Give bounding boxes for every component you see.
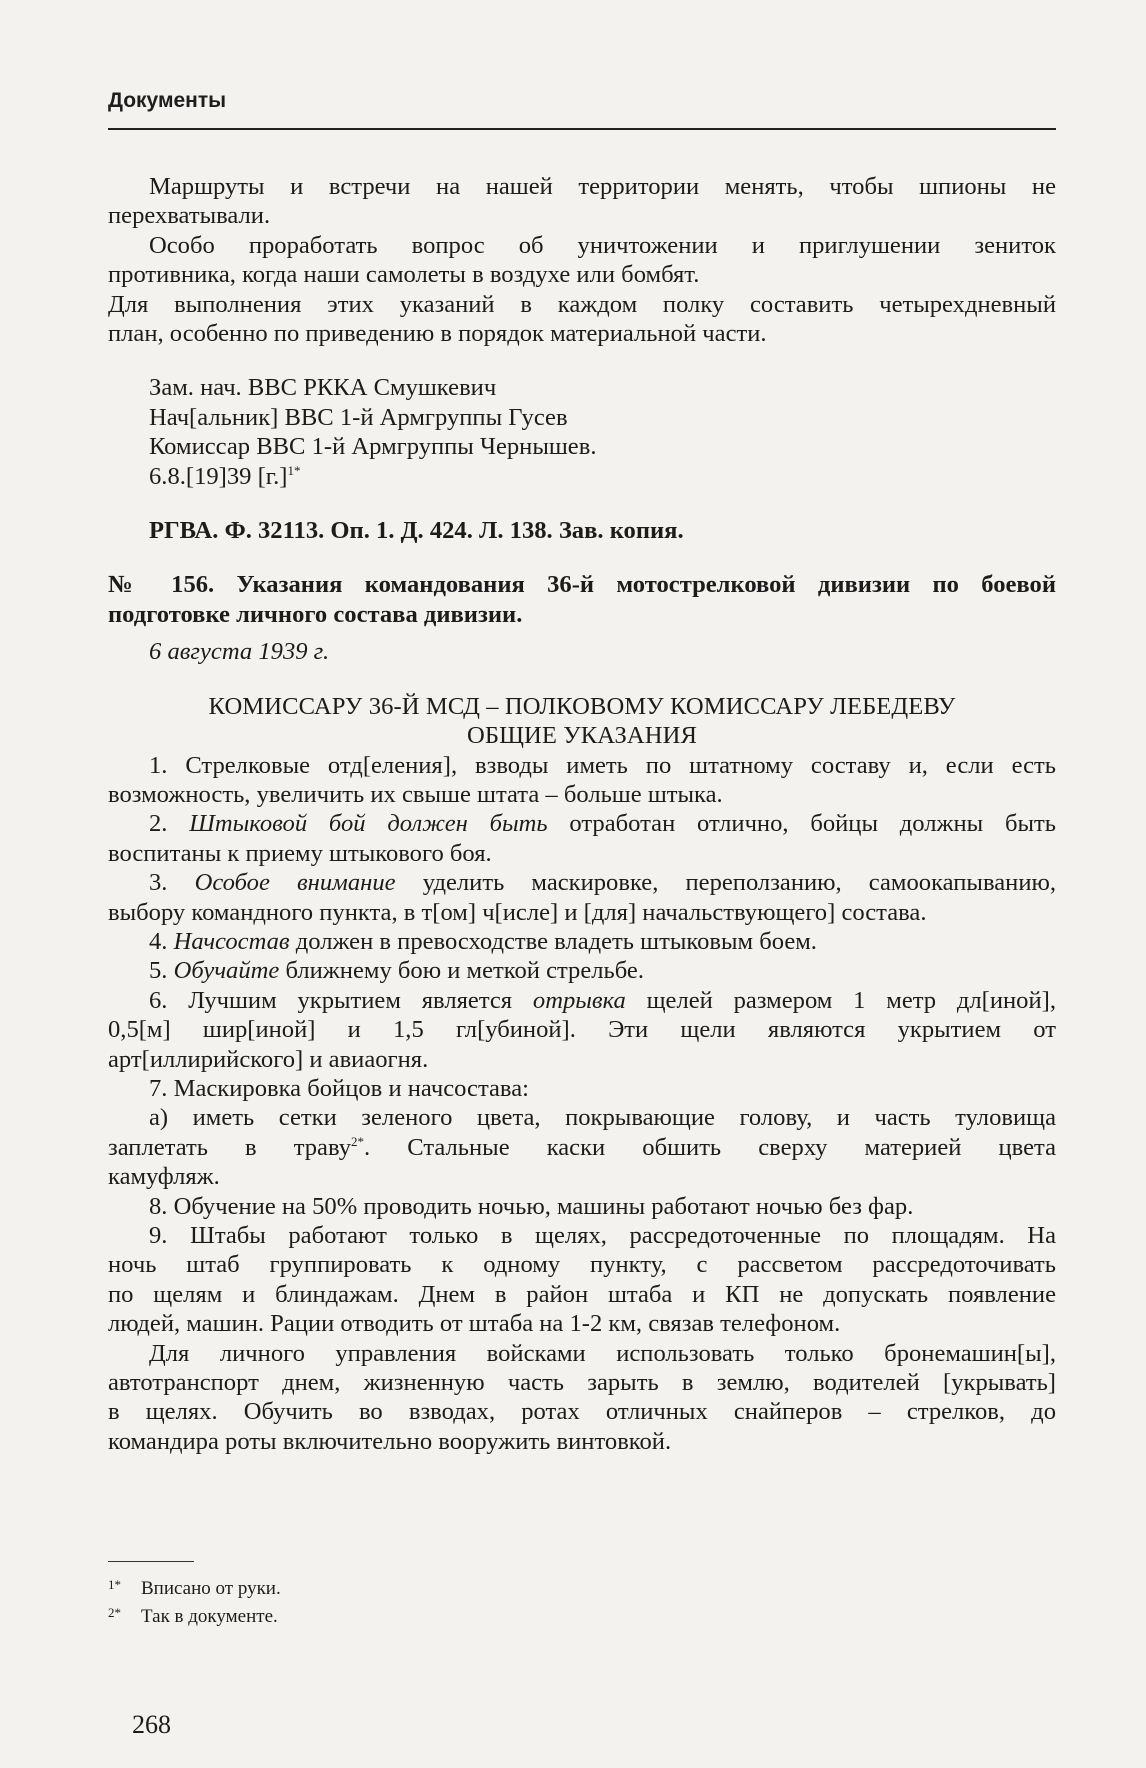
- text-line: арт[иллирийского] и авиаогня.: [108, 1045, 429, 1073]
- text-line: перехватывали.: [108, 202, 271, 230]
- page-content: [108, 172, 1056, 1456]
- header-rule: [108, 128, 1056, 130]
- date-text: 6.8.[19]39 [г.]: [149, 462, 288, 490]
- document-title-line: подготовке личного состава дивизии.: [108, 600, 523, 628]
- footnote: 2* Так в документе.: [108, 1604, 278, 1627]
- text-line: противника, когда наши самолеты в воздухе или бомбят.: [108, 261, 700, 289]
- signature-line: Комиссар ВВС 1-й Армгруппы Чернышев.: [149, 433, 597, 461]
- text-line: 0,5[м] шир[иной] и 1,5 гл[убиной]. Эти щели являются укрытием от: [108, 1016, 1056, 1044]
- document-date: 6 августа 1939 г.: [149, 638, 330, 666]
- text-line: выбору командного пункта, в т[ом] ч[исле] и [для] начальствующего] состава.: [108, 898, 927, 926]
- text-line: 6. Лучшим укрытием является отрывка щелей размером 1 метр дл[иной],: [149, 986, 1056, 1014]
- text-line: 5. Обучайте ближнему бою и меткой стрельбе.: [149, 957, 644, 985]
- signature-line: Нач[альник] ВВС 1-й Армгруппы Гусев: [149, 403, 568, 431]
- signature-date: [108, 462, 1056, 491]
- section-heading: ОБЩИЕ УКАЗАНИЯ: [467, 722, 697, 750]
- text-line: 8. Обучение на 50% проводить ночью, машины работают ночью без фар.: [149, 1192, 914, 1220]
- text-line: командира роты включительно вооружить винтовкой.: [108, 1427, 672, 1455]
- page-number: 268: [132, 1710, 171, 1739]
- footnote: 1* Вписано от руки.: [108, 1577, 281, 1599]
- text-line: людей, машин. Рации отводить от штаба на 1-2 км, связав телефоном.: [108, 1310, 841, 1338]
- text-line: в щелях. Обучить во взводах, ротах отличных снайперов – стрелков, до: [108, 1398, 1056, 1426]
- text-line: по щелям и блиндажам. Днем в район штаба и КП не допускать появление: [108, 1280, 1056, 1308]
- addressee-heading: КОМИССАРУ 36-Й МСД – ПОЛКОВОМУ КОМИССАРУ ЛЕБЕДЕВУ: [208, 692, 956, 720]
- text-line: план, особенно по приведению в порядок материальной части.: [108, 320, 767, 348]
- text-line: 1. Стрелковые отд[еления], взводы иметь по штатному составу и, если есть: [149, 751, 1056, 779]
- text-line: заплетать в траву$^{2*}$. Стальные каски обшить сверху материей цвета: [108, 1133, 1057, 1161]
- footnote-ref: 2*: [351, 1133, 365, 1149]
- text-line: 2. Штыковой бой должен быть отработан отлично, бойцы должны быть: [149, 810, 1056, 838]
- running-header: Документы: [108, 89, 227, 112]
- footnotes: [108, 1573, 708, 1628]
- archive-reference: РГВА. Ф. 32113. Оп. 1. Д. 424. Л. 138. Зав. копия.: [149, 517, 684, 545]
- footnote-rule: [108, 1561, 194, 1562]
- text-line: воспитаны к приему штыкового боя.: [108, 839, 492, 867]
- text-line: камуфляж.: [108, 1163, 220, 1191]
- text-line: ночь штаб группировать к одному пункту, с рассветом рассредоточивать: [108, 1251, 1056, 1279]
- text-line: а) иметь сетки зеленого цвета, покрывающие голову, и часть туловища: [149, 1104, 1056, 1132]
- text-line: возможность, увеличить их свыше штата – больше штыка.: [108, 780, 723, 808]
- text-line: Особо проработать вопрос об уничтожении и приглушении зениток: [149, 231, 1056, 259]
- text-line: 7. Маскировка бойцов и начсостава:: [149, 1074, 529, 1102]
- text-line: 4. Начсостав должен в превосходстве владеть штыковым боем.: [149, 927, 817, 955]
- text-line: автотранспорт днем, жизненную часть зарыть в землю, водителей [укрывать]: [108, 1369, 1056, 1397]
- signature-line: Зам. нач. ВВС РККА Смушкевич: [149, 374, 497, 402]
- footnote-ref: 1*: [287, 462, 301, 478]
- text-line: 9. Штабы работают только в щелях, рассредоточенные по площадям. На: [149, 1222, 1056, 1249]
- text-line: Для личного управления войсками использовать только бронемашин[ы],: [149, 1339, 1056, 1367]
- text-line: Маршруты и встречи на нашей территории менять, чтобы шпионы не: [149, 173, 1056, 200]
- text-line: 3. Особое внимание уделить маскировке, переползанию, самоокапыванию,: [149, 869, 1056, 897]
- document-title-line: № 156. Указания командования 36-й мотострелковой дивизии по боевой: [108, 571, 1056, 599]
- text-line: Для выполнения этих указаний в каждом полку составить четырехдневный: [108, 290, 1056, 318]
